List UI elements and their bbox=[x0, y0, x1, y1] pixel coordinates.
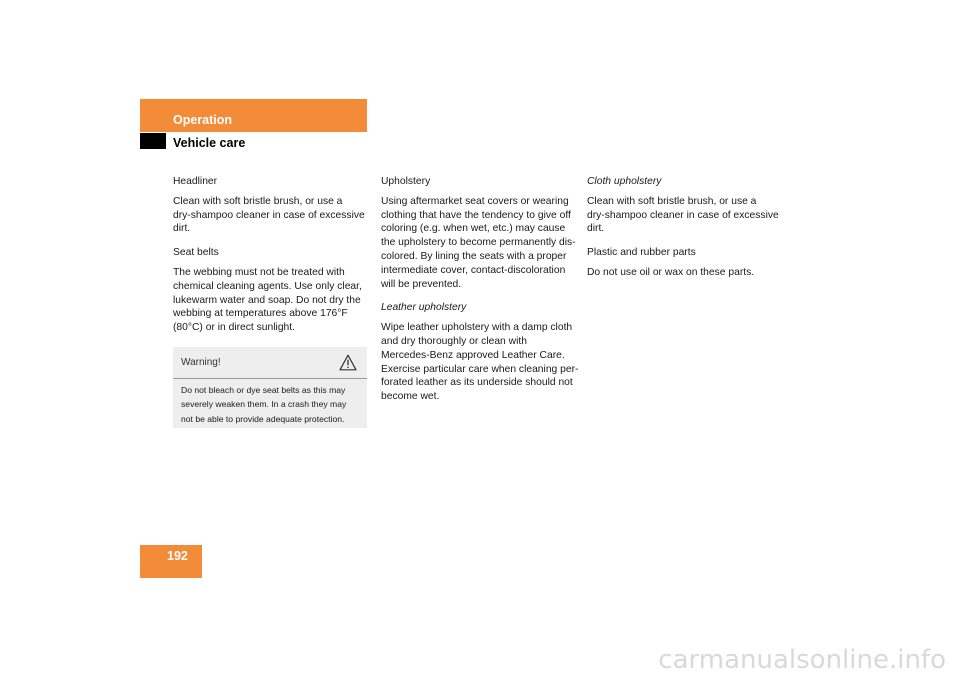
warning-box bbox=[173, 347, 367, 428]
watermark: carmanualsonline.info bbox=[658, 645, 946, 675]
seatbelts-heading: Seat belts bbox=[173, 247, 219, 259]
headliner-text: Clean with soft bristle brush, or use a dry-shampoo cleaner in case of excessive dirt. bbox=[173, 195, 365, 235]
section-title: Operation bbox=[173, 113, 233, 127]
cloth-heading: Cloth upholstery bbox=[587, 176, 662, 187]
column-right bbox=[587, 175, 787, 290]
cloth-text: Clean with soft bristle brush, or use a dry-shampoo cleaner in case of excessive dirt. bbox=[587, 195, 779, 235]
section-marker bbox=[140, 133, 166, 149]
upholstery-heading: Upholstery bbox=[381, 176, 431, 187]
plastic-heading: Plastic and rubber parts bbox=[587, 247, 696, 259]
warning-title: Warning! bbox=[181, 357, 221, 368]
upholstery-text: Using aftermarket seat covers or wearing clothing that have the tendency to give off coloring (e.g. when wet, etc.) may cause the upholstery to become permanently dis- colored. By lining the seats with a proper intermediate cover, contact-discoloration will be prevented. bbox=[381, 195, 576, 290]
seatbelts-text: The webbing must not be treated with chemical cleaning agents. Use only clear, lukewarm water and soap. Do not dry the webbing at temperatures above 176°F (80°C) or in direct sunlight. bbox=[173, 266, 362, 334]
warning-triangle-icon bbox=[339, 354, 357, 371]
warning-divider bbox=[173, 378, 367, 379]
warning-text: Do not bleach or dye seat belts as this may severely weaken them. In a crash they may not be able to provide adequate protection. bbox=[181, 385, 347, 424]
subsection-title: Vehicle care bbox=[173, 136, 246, 150]
plastic-text: Do not use oil or wax on these parts. bbox=[587, 266, 755, 278]
column-middle bbox=[381, 175, 581, 414]
headliner-heading: Headliner bbox=[173, 176, 218, 187]
leather-heading: Leather upholstery bbox=[381, 302, 467, 314]
column-left bbox=[173, 175, 373, 345]
leather-text: Wipe leather upholstery with a damp cloth and dry thoroughly or clean with Mercedes-Benz approved Leather Care. Exercise particular care when cleaning per- forated leather as its underside should not become wet. bbox=[381, 322, 579, 403]
page-number: 192 bbox=[167, 549, 188, 563]
